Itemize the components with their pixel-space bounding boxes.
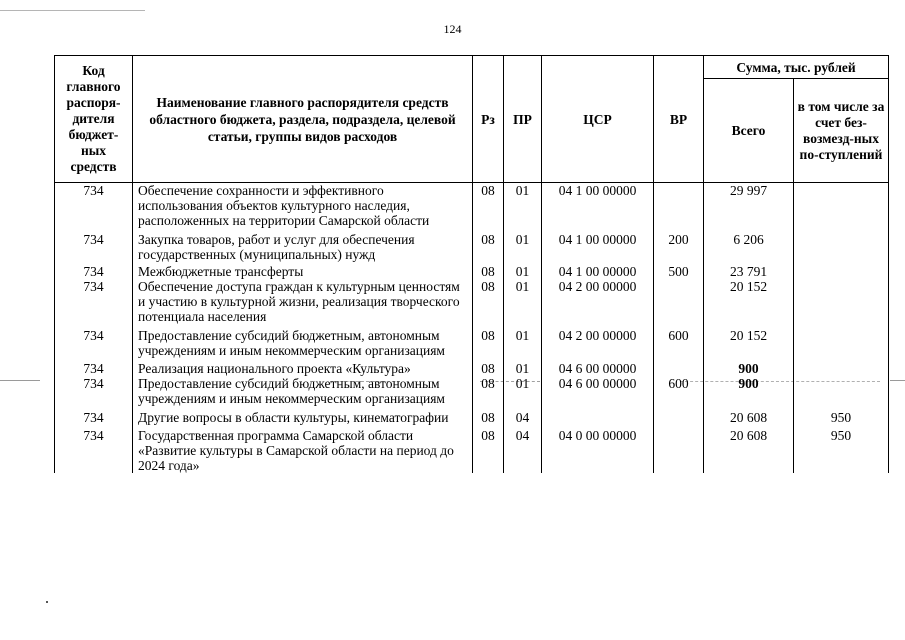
cell-incl xyxy=(794,228,889,262)
cell-total: 29 997 xyxy=(704,183,794,229)
cell-vr xyxy=(654,279,704,324)
cell-rz: 08 xyxy=(473,425,504,473)
table-row xyxy=(55,279,889,324)
budget-table xyxy=(54,55,889,473)
table-row xyxy=(55,358,889,376)
scan-artifact-line-top xyxy=(0,10,145,11)
cell-pr: 01 xyxy=(504,228,542,262)
cell-vr: 600 xyxy=(654,324,704,358)
column-header-sum: Сумма, тыс. рублей xyxy=(704,56,889,79)
cell-code: 734 xyxy=(55,228,133,262)
cell-total: 20 608 xyxy=(704,425,794,473)
table-row xyxy=(55,324,889,358)
cell-code: 734 xyxy=(55,358,133,376)
cell-name: Предоставление субсидий бюджетным, автономным учреждениям и иным некоммерческим организациям xyxy=(133,324,473,358)
cell-code: 734 xyxy=(55,425,133,473)
cell-name: Обеспечение доступа граждан к культурным ценностям и участию в культурной жизни, реализация творческого потенциала населения xyxy=(133,279,473,324)
cell-incl xyxy=(794,262,889,279)
column-header-total: Всего xyxy=(704,79,794,183)
cell-rz: 08 xyxy=(473,324,504,358)
cell-csr: 04 0 00 00000 xyxy=(542,425,654,473)
cell-vr xyxy=(654,183,704,229)
cell-name: Реализация национального проекта «Культура» xyxy=(133,358,473,376)
column-header-csr: ЦСР xyxy=(542,56,654,183)
cell-incl xyxy=(794,183,889,229)
cell-pr: 01 xyxy=(504,183,542,229)
cell-rz: 08 xyxy=(473,279,504,324)
column-header-pr: ПР xyxy=(504,56,542,183)
table-row xyxy=(55,228,889,262)
cell-vr xyxy=(654,425,704,473)
cell-code: 734 xyxy=(55,183,133,229)
column-header-rz: Рз xyxy=(473,56,504,183)
scan-artifact-line-middle-right xyxy=(890,380,905,381)
cell-total: 900 xyxy=(704,358,794,376)
cell-code: 734 xyxy=(55,279,133,324)
cell-vr: 600 xyxy=(654,376,704,406)
cell-name: Закупка товаров, работ и услуг для обеспечения государственных (муниципальных) нужд xyxy=(133,228,473,262)
cell-pr: 04 xyxy=(504,406,542,425)
table-row xyxy=(55,262,889,279)
scan-artifact-dot xyxy=(46,601,48,603)
page-number: 124 xyxy=(443,22,462,36)
cell-pr: 01 xyxy=(504,358,542,376)
cell-total: 6 206 xyxy=(704,228,794,262)
cell-csr: 04 6 00 00000 xyxy=(542,358,654,376)
column-header-name: Наименование главного распорядителя средств областного бюджета, раздела, подраздела, целевой статьи, группы видов расходов xyxy=(133,56,473,183)
scan-artifact-line-middle-left xyxy=(0,380,40,381)
cell-csr: 04 2 00 00000 xyxy=(542,324,654,358)
cell-total: 20 152 xyxy=(704,324,794,358)
cell-incl xyxy=(794,358,889,376)
cell-pr: 01 xyxy=(504,262,542,279)
table-row xyxy=(55,406,889,425)
cell-code: 734 xyxy=(55,376,133,406)
cell-csr: 04 2 00 00000 xyxy=(542,279,654,324)
cell-incl: 950 xyxy=(794,406,889,425)
cell-vr: 500 xyxy=(654,262,704,279)
cell-pr: 01 xyxy=(504,279,542,324)
cell-name: Межбюджетные трансферты xyxy=(133,262,473,279)
cell-vr xyxy=(654,358,704,376)
cell-rz: 08 xyxy=(473,406,504,425)
cell-code: 734 xyxy=(55,324,133,358)
cell-incl xyxy=(794,324,889,358)
cell-incl xyxy=(794,279,889,324)
cell-total: 900 xyxy=(704,376,794,406)
cell-name: Обеспечение сохранности и эффективного использования объектов культурного наследия, расположенных на территории Самарской области xyxy=(133,183,473,229)
cell-incl xyxy=(794,376,889,406)
cell-vr xyxy=(654,406,704,425)
cell-code: 734 xyxy=(55,262,133,279)
column-header-code: Код главного распоря-дителя бюджет-ных средств xyxy=(55,56,133,183)
cell-vr: 200 xyxy=(654,228,704,262)
cell-rz: 08 xyxy=(473,376,504,406)
cell-name: Государственная программа Самарской области «Развитие культуры в Самарской области на период до 2024 года» xyxy=(133,425,473,473)
cell-name: Предоставление субсидий бюджетным, автономным учреждениям и иным некоммерческим организациям xyxy=(133,376,473,406)
cell-code: 734 xyxy=(55,406,133,425)
cell-total: 20 608 xyxy=(704,406,794,425)
table-row xyxy=(55,183,889,229)
cell-total: 20 152 xyxy=(704,279,794,324)
cell-incl: 950 xyxy=(794,425,889,473)
cell-rz: 08 xyxy=(473,358,504,376)
column-header-vr: ВР xyxy=(654,56,704,183)
cell-pr: 04 xyxy=(504,425,542,473)
cell-csr: 04 6 00 00000 xyxy=(542,376,654,406)
column-header-incl: в том числе за счет без-возмезд-ных по-ступлений xyxy=(794,79,889,183)
cell-name: Другие вопросы в области культуры, кинематографии xyxy=(133,406,473,425)
cell-pr: 01 xyxy=(504,324,542,358)
cell-pr: 01 xyxy=(504,376,542,406)
table-row xyxy=(55,376,889,406)
cell-csr: 04 1 00 00000 xyxy=(542,262,654,279)
cell-csr: 04 1 00 00000 xyxy=(542,228,654,262)
cell-total: 23 791 xyxy=(704,262,794,279)
cell-rz: 08 xyxy=(473,183,504,229)
cell-rz: 08 xyxy=(473,228,504,262)
cell-csr xyxy=(542,406,654,425)
cell-rz: 08 xyxy=(473,262,504,279)
table-row xyxy=(55,425,889,473)
cell-csr: 04 1 00 00000 xyxy=(542,183,654,229)
